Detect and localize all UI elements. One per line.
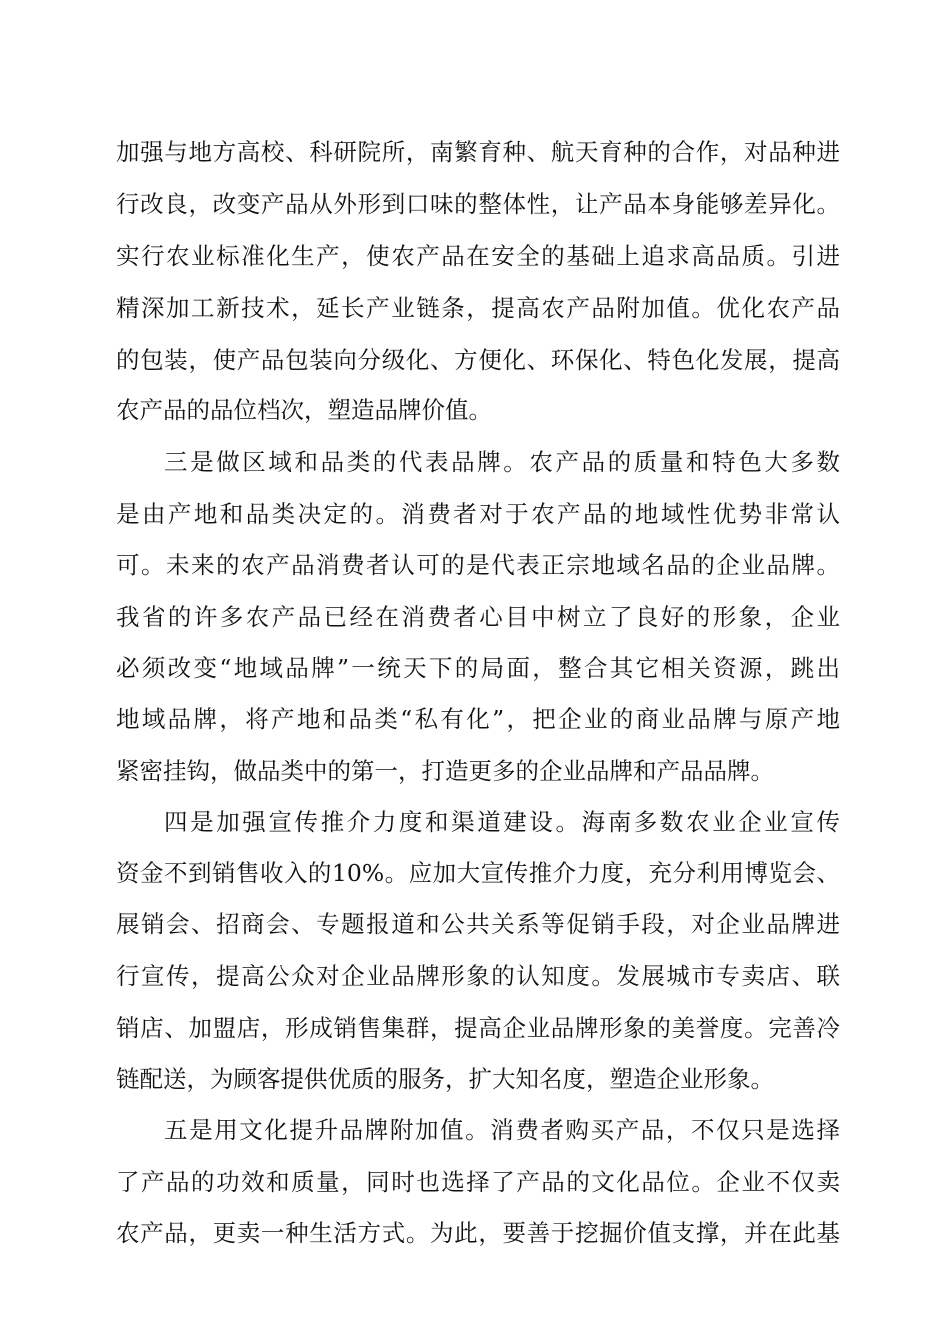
text-line: 我省的许多农产品已经在消费者心目中树立了良好的形象，企业 (116, 603, 840, 631)
text-line: 是由产地和品类决定的。消费者对于农产品的地域性优势非常认 (116, 500, 840, 528)
text-line: 的包装，使产品包装向分级化、方便化、环保化、特色化发展，提高 (116, 346, 840, 374)
text-line: 资金不到销售收入的10%。应加大宣传推介力度，充分利用博览会、 (116, 859, 840, 887)
text-line: 必须改变“地域品牌”一统天下的局面，整合其它相关资源，跳出 (116, 654, 840, 682)
text-line: 行宣传，提高公众对企业品牌形象的认知度。发展城市专卖店、联 (116, 962, 840, 990)
text-line: 了产品的功效和质量，同时也选择了产品的文化品位。企业不仅卖 (116, 1168, 840, 1196)
text-line: 加强与地方高校、科研院所，南繁育种、航天育种的合作，对品种进 (116, 138, 840, 166)
text-line: 地域品牌，将产地和品类“私有化”，把企业的商业品牌与原产地 (116, 705, 840, 733)
paragraph-first-line: 四是加强宣传推介力度和渠道建设。海南多数农业企业宣传 (164, 808, 840, 836)
text-line: 实行农业标准化生产，使农产品在安全的基础上追求高品质。引进 (116, 242, 840, 270)
paragraph-first-line: 三是做区域和品类的代表品牌。农产品的质量和特色大多数 (164, 448, 840, 476)
text-line: 紧密挂钩，做品类中的第一，打造更多的企业品牌和产品品牌。 (116, 757, 774, 785)
text-line: 链配送，为顾客提供优质的服务，扩大知名度，塑造企业形象。 (116, 1065, 774, 1093)
text-line: 销店、加盟店，形成销售集群，提高企业品牌形象的美誉度。完善冷 (116, 1014, 840, 1042)
text-line: 可。未来的农产品消费者认可的是代表正宗地域名品的企业品牌。 (116, 551, 840, 579)
text-line: 农产品的品位档次，塑造品牌价值。 (116, 396, 492, 424)
text-line: 行改良，改变产品从外形到口味的整体性，让产品本身能够差异化。 (116, 190, 840, 218)
text-line: 展销会、招商会、专题报道和公共关系等促销手段，对企业品牌进 (116, 910, 840, 938)
text-line: 精深加工新技术，延长产业链条，提高农产品附加值。优化农产品 (116, 294, 840, 322)
paragraph-first-line: 五是用文化提升品牌附加值。消费者购买产品，不仅只是选择 (164, 1116, 840, 1144)
text-line: 农产品，更卖一种生活方式。为此，要善于挖掘价值支撑，并在此基 (116, 1219, 840, 1247)
